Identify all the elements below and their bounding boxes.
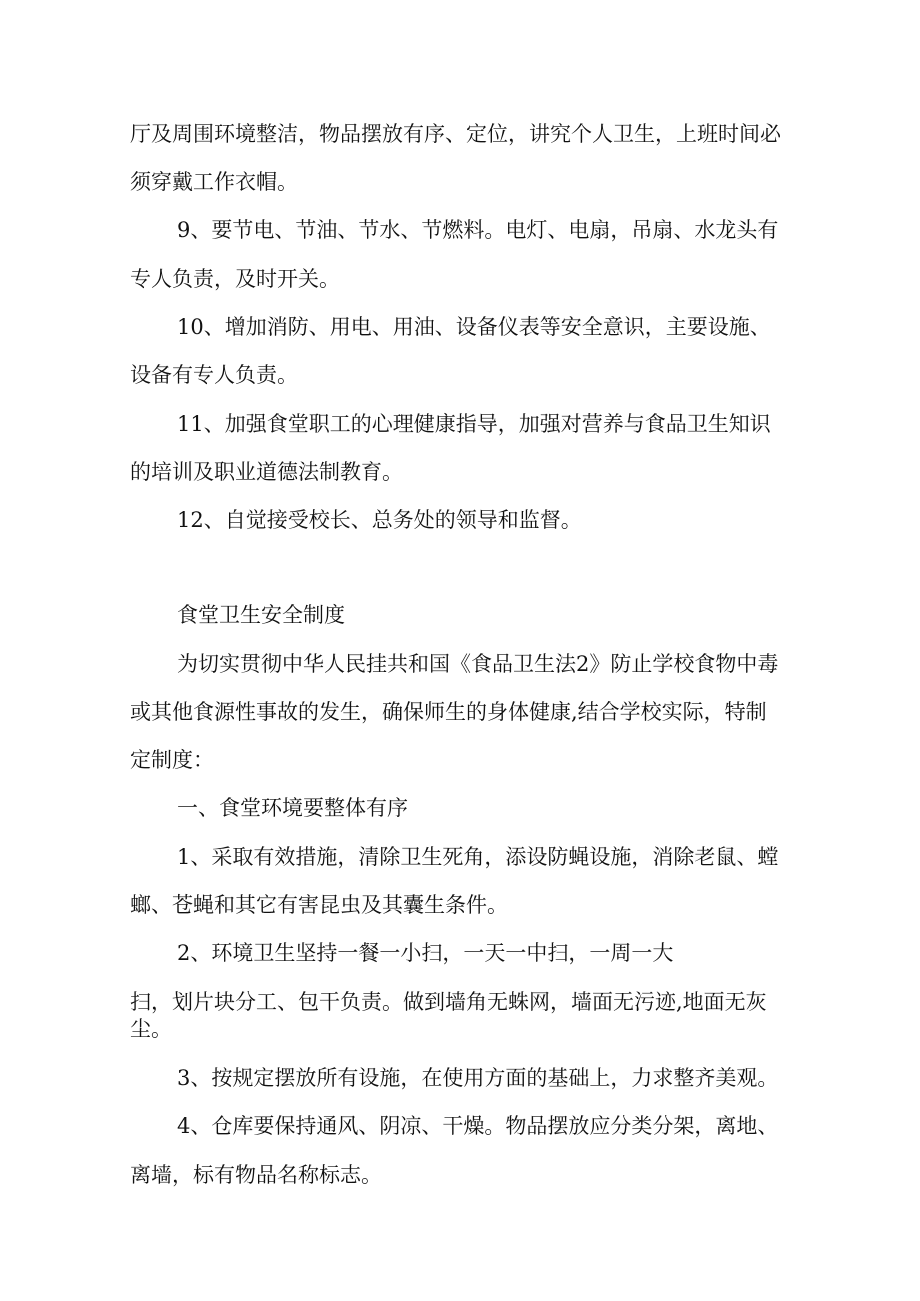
text-line: 3、按规定摆放所有设施，在使用方面的基础上，力求整齐美观。 [177,1066,779,1090]
text-line: 的培训及职业道德法制教育。 [130,460,403,484]
text-line: 专人负责，及时开关。 [130,267,340,291]
text-line: 为切实贯彻中华人民挂共和国《食品卫生法2》防止学校食物中毒 [177,652,779,676]
text-line: 离墙，标有物品名称标志。 [130,1163,382,1187]
text-line: 9、要节电、节油、节水、节燃料。电灯、电扇，吊扇、水龙头有 [177,218,779,242]
text-line: 设备有专人负责。 [130,363,298,387]
text-line: 定制度： [130,748,214,772]
text-line: 10、增加消防、用电、用油、设备仪表等安全意识，主要设施、 [177,315,771,339]
text-line: 尘。 [130,1017,172,1041]
text-line: 12、自觉接受校长、总务处的领导和监督。 [177,508,582,532]
text-line: 2、环境卫生坚持一餐一小扫，一天一中扫，一周一大 [177,941,674,965]
section-title: 食堂卫生安全制度 [177,603,345,627]
text-line: 须穿戴工作衣帽。 [130,170,298,194]
text-line: 4、仓库要保持通风、阴凉、干燥。物品摆放应分类分架，离地、 [177,1114,779,1138]
text-line: 或其他食源性事故的发生，确保师生的身体健康,结合学校实际，特制 [130,700,767,724]
text-line: 螂、苍蝇和其它有害昆虫及其囊生条件。 [130,893,508,917]
text-line: 11、加强食堂职工的心理健康指导，加强对营养与食品卫生知识 [177,412,771,436]
text-line: 扫，划片块分工、包干负责。做到墙角无蛛网，墙面无污迹,地面无灰 [130,990,767,1014]
text-line: 1、采取有效措施，清除卫生死角，添设防蝇设施，消除老鼠、螳 [177,845,779,869]
text-line: 厅及周围环境整洁，物品摆放有序、定位，讲究个人卫生，上班时间必 [130,122,781,146]
subsection-title: 一、食堂环境要整体有序 [177,796,408,820]
